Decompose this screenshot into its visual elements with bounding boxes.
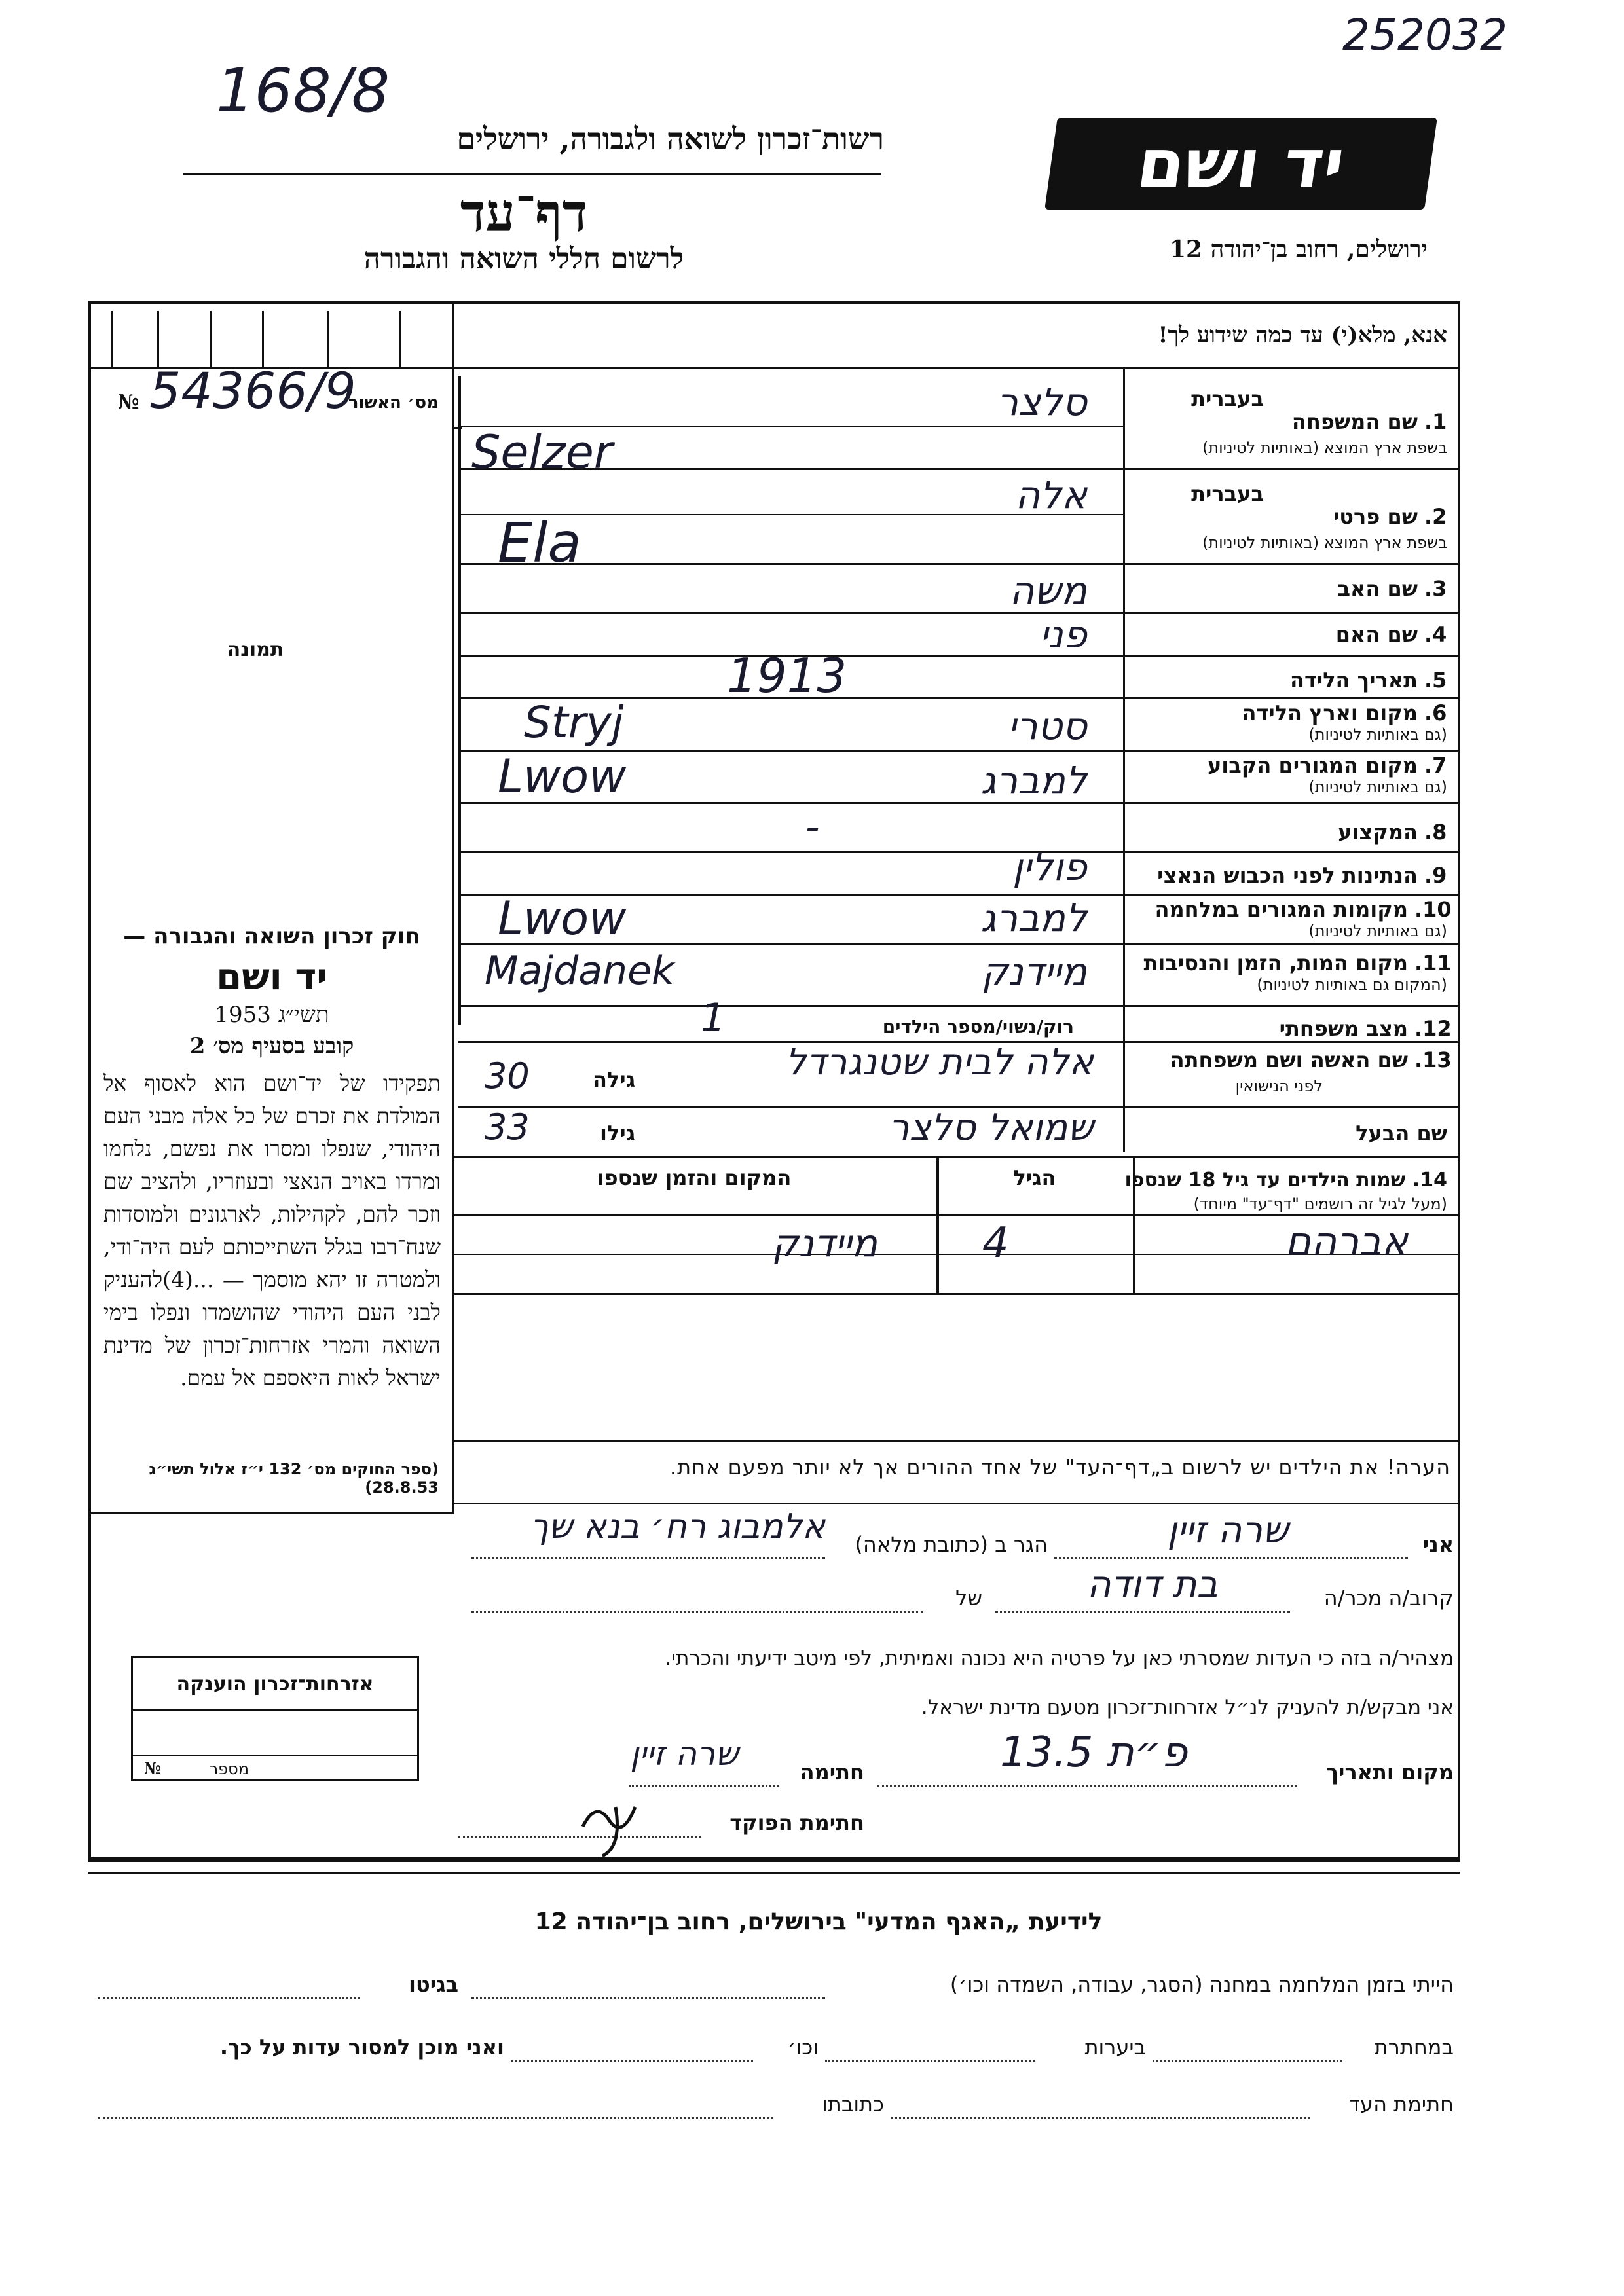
yad-vashem-logo: [1044, 118, 1437, 210]
law-name: יד ושם: [216, 956, 327, 998]
field-4-value: פני: [1039, 612, 1087, 657]
logo-text: יד ושם: [1132, 124, 1350, 204]
field-7-note: (גם באותיות לטיניות): [1308, 778, 1447, 796]
husband-age: 33: [485, 1106, 530, 1148]
of-label: של: [955, 1586, 982, 1611]
child-place: מיידנק: [771, 1221, 877, 1266]
approval-symbol: №: [118, 391, 139, 414]
field-3-label: שם האב: [1337, 576, 1418, 601]
field-10-number: 10.: [1414, 897, 1452, 922]
law-title: חוק זכרון השואה והגבורה —: [123, 923, 420, 949]
field-6-number: 6.: [1424, 701, 1447, 725]
field-6-note: (גם באותיות לטיניות): [1308, 725, 1447, 744]
field-8-label: המקצוע: [1338, 820, 1418, 845]
place-date-label: מקום ותאריך: [1326, 1760, 1454, 1785]
instruction: אנא, מלא(י) עד כמה שידוע לך!: [1158, 322, 1447, 348]
children-header-age: הגיל: [1013, 1165, 1056, 1190]
field-3-value: משה: [1009, 568, 1087, 613]
relation-value: בת דודה: [1087, 1563, 1218, 1606]
husband-label: שם הבעל: [1356, 1121, 1447, 1146]
field-2-number: 2.: [1424, 504, 1447, 529]
declaration-statement: מצהיר/ה בזה כי העדות שמסרתי כאן על פרטיה היא נכונה ואמיתית, לפי מיטב ידיעתי והכרתי.: [665, 1647, 1454, 1670]
bottom-line2-c: וכו׳: [787, 2035, 819, 2060]
handwritten-page-mark: 168/8: [216, 56, 390, 126]
field-6-value-hebrew: סטרי: [1008, 704, 1087, 748]
approval-number: 54366/9: [149, 361, 356, 420]
citizenship-number-label: מספר: [209, 1760, 249, 1778]
field-10-value-latin: Lwow: [498, 892, 627, 945]
husband-age-label: גילו: [599, 1121, 635, 1146]
law-clause: קובע בסעיף מס׳ 2: [189, 1033, 354, 1059]
wife-age-label: גילה: [592, 1067, 635, 1092]
declarant-name: שרה זיין: [1167, 1509, 1289, 1552]
bottom-line1-b: בגיטו: [409, 1972, 458, 1997]
bottom-heading: לידיעת „האגף המדעי" בירושלים, רחוב בן־יהודה 12: [534, 1908, 1103, 1935]
field-11-number: 11.: [1414, 951, 1452, 975]
bottom-line3-a: חתימת העד: [1348, 2092, 1454, 2117]
field-3-number: 3.: [1424, 576, 1447, 601]
children-header-note: (מעל לגיל זה רושמים "דף־עד" מיוחד): [1193, 1195, 1447, 1213]
field-10-label: מקומות המגורים במלחמה: [1154, 897, 1408, 922]
field-12-prefix: רוק/נשוי/מספר הילדים: [882, 1016, 1074, 1038]
address-header: ירושלים, רחוב בן־יהודה 12: [1169, 236, 1428, 263]
field-10-note: (גם באותיות לטיניות): [1308, 922, 1447, 940]
field-11-value-hebrew: מיידנק: [981, 949, 1087, 994]
declaration-request: אני מבקש/ת להעניק לנ״ל אזרחות־זכרון מטעם מדינת ישראל.: [921, 1696, 1454, 1719]
field-12-number: 12.: [1414, 1016, 1452, 1041]
field-5-label: תאריך הלידה: [1289, 668, 1418, 693]
citizenship-number-symbol: №: [144, 1758, 162, 1777]
children-header-name: 14. שמות הילדים עד גיל 18 שנספו: [1124, 1169, 1447, 1192]
field-2-value-latin: Ela: [498, 511, 581, 575]
field-10-value-hebrew: למברג: [980, 896, 1087, 940]
archive-number: 252032: [1342, 10, 1507, 60]
field-9-value: פולין: [1012, 845, 1087, 889]
signature-label: חתימה: [800, 1760, 864, 1785]
field-11-note: (המקום גם באותיות לטיניות): [1257, 975, 1447, 994]
bottom-line1-a: הייתי בזמן המלחמה במחנה (הסגר, עבודה, השמדה וכו׳): [950, 1972, 1454, 1997]
child-age: 4: [982, 1219, 1009, 1267]
children-header-place: המקום והזמן שנספו: [597, 1165, 792, 1190]
field-2-label: שם פרטי: [1333, 504, 1418, 529]
citizenship-title: אזרחות־זכרון הוענקה: [176, 1673, 374, 1696]
field-7-label: מקום המגורים הקבוע: [1207, 753, 1418, 778]
field-2-lang: בעברית: [1191, 481, 1264, 506]
field-4-number: 4.: [1424, 622, 1447, 647]
law-year: תשי״ג 1953: [214, 1002, 329, 1028]
wife-age: 30: [485, 1055, 530, 1097]
bottom-line2-a: במחתרת: [1374, 2035, 1454, 2060]
field-13-number: 13.: [1414, 1048, 1452, 1072]
field-2-value-hebrew: אלה: [1015, 473, 1087, 517]
field-11-label: מקום המות, הזמן והנסיבות: [1143, 951, 1408, 975]
form-title: דף־עד: [460, 182, 588, 244]
photo-label: תמונה: [227, 638, 284, 661]
field-4-label: שם האם: [1335, 622, 1418, 647]
field-9-number: 9.: [1424, 863, 1447, 888]
remark: הערה! את הילדים יש לרשום ב„דף־העד" של אחד ההורים אך לא יותר מפעם אחת.: [669, 1455, 1450, 1480]
place-date-value: פ״ת 13.5: [999, 1728, 1188, 1777]
declaration-ani: אני: [1422, 1532, 1454, 1557]
husband-value: שמואל סלצר: [888, 1106, 1094, 1149]
field-7-value-latin: Lwow: [498, 750, 627, 803]
field-12-label: מצב משפחתי: [1279, 1016, 1408, 1041]
authority-name: רשות־זכרון לשואה ולגבורה, ירושלים: [456, 121, 884, 156]
field-13-value: אלה לבית שטנגרדל: [785, 1041, 1094, 1084]
field-1-number: 1.: [1424, 409, 1447, 434]
child-name: אברהם: [1285, 1219, 1408, 1265]
field-8-number: 8.: [1424, 820, 1447, 845]
field-1-label: שם המשפחה: [1291, 409, 1418, 434]
field-7-number: 7.: [1424, 753, 1447, 778]
law-text: תפקידו של יד־ושם הוא לאסוף אל המולדת את זכרם של כל אלה מבני העם היהודי, שנפלו ומסרו את נפשם, נלחמו ומרדו באויב הנאצי ובעוזריו, ולהציב שם וזכר להם, לקהילות, לארגונים ולמוסדות שנח־רבו בגלל השתייכותם לעם היה־ודי, ולמטרה זו יהא מוסמך — ...(4)להעניק לבני העם היהודי שהושמדו ונפלו בימי השואה והמרי אזרחות־זכרון של מדינת ישראל לאות היאספם אל עמם.: [103, 1070, 441, 1391]
field-13-note: לפני הנישואין: [1235, 1077, 1323, 1095]
bottom-line2-b: ביערות: [1084, 2035, 1146, 2060]
official-signature-label: חתימת הפוקד: [729, 1810, 864, 1835]
field-12-value: 1: [701, 995, 726, 1041]
form-subtitle: לרשום חללי השואה והגבורה: [363, 242, 684, 276]
declarant-address: אלמבוג רח׳ בנא שך: [530, 1507, 825, 1546]
field-1-note: בשפת ארץ המוצא (באותיות לטיניות): [1202, 439, 1447, 457]
field-6-label: מקום וארץ הלידה: [1242, 701, 1418, 725]
field-13-label: שם האשה ושם משפחתה: [1170, 1048, 1408, 1072]
law-citation: (ספר החוקים מס׳ 132 י״ז אלול תשי״ג 28.8.53): [149, 1460, 439, 1497]
approval-label: מס׳ האשור: [348, 393, 439, 412]
field-1-value-hebrew: סלצר: [997, 380, 1087, 424]
field-6-value-latin: Stryj: [524, 697, 624, 748]
field-2-note: בשפת ארץ המוצא (באותיות לטיניות): [1202, 534, 1447, 552]
field-8-value: -: [805, 804, 820, 850]
field-1-value-latin: Selzer: [471, 426, 613, 479]
field-5-value: 1913: [727, 648, 847, 703]
official-signature-mark: [576, 1781, 648, 1859]
bottom-line2-d: ואני מוכן למסור עדות על כך.: [219, 2035, 504, 2060]
signature-value: שרה זיין: [630, 1735, 739, 1773]
field-1-lang: בעברית: [1191, 386, 1264, 411]
bottom-line3-b: כתובתו: [822, 2092, 884, 2117]
field-7-value-hebrew: למברג: [980, 758, 1087, 803]
field-9-label: הנתינות לפני הכבוש הנאצי: [1157, 863, 1418, 888]
resident-label: הגר ב (כתובת מלאה): [855, 1532, 1048, 1557]
relative-label: קרוב/ה מכר/ה: [1323, 1586, 1454, 1611]
field-11-value-latin: Majdanek: [485, 948, 674, 994]
field-5-number: 5.: [1424, 668, 1447, 693]
